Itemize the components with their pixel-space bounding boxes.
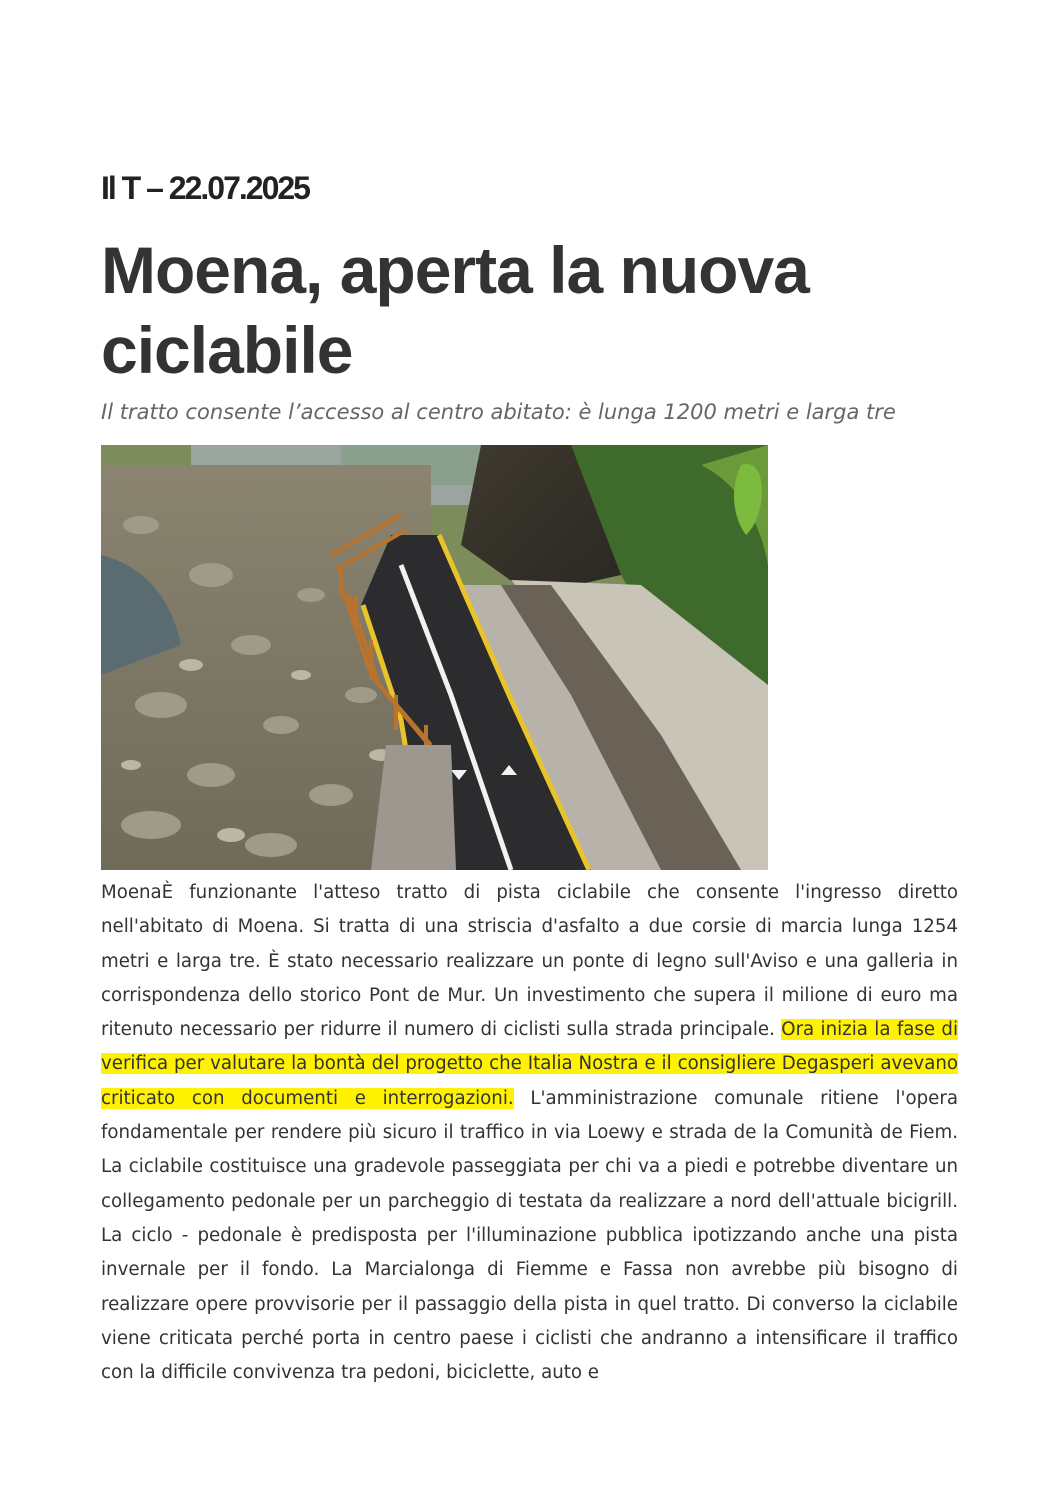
subtitle: Il tratto consente l’accesso al centro abitato: è lunga 1200 metri e larga tre bbox=[101, 400, 896, 424]
body-text-start: MoenaÈ funzionante l'atteso tratto di pista ciclabile che consente l'ingresso diretto nell'abitato di Moena. Si tratta di una striscia d'asfalto a due corsie di marcia lunga 1254 metri e larga tre. È stato necessario realizzare un ponte di legno sull'Aviso e una galleria in corrispondenza dello storico Pont de Mur. Un investimento che supera il milione di euro ma ritenuto necessario per ridurre il numero di ciclisti sulla strada principale. bbox=[101, 882, 958, 1041]
cycle-path-photo bbox=[101, 445, 768, 870]
source-date: Il T – 22.07.2025 bbox=[101, 170, 309, 206]
body-text-end: L'amministrazione comunale ritiene l'opera fondamentale per rendere più sicuro il traffico in via Loewy e strada de la Comunità de Fiem. La ciclabile costituisce una gradevole passeggiata per chi va a piedi e potrebbe diventare un collegamento pedonale per un parcheggio di testata da realizzare a nord dell'attuale bicigrill. La ciclo - pedonale è predisposta per l'illuminazione pubblica ipotizzando anche una pista invernale per il fondo. La Marcialonga di Fiemme e Fassa non avrebbe più bisogno di realizzare opere provvisorie per il passaggio della pista in quel tratto. Di converso la ciclabile viene criticata perché porta in centro paese i ciclisti che andranno a intensificare il traffico con la difficile convivenza tra pedoni, biciclette, auto e bbox=[101, 1087, 958, 1384]
highlighted-text: Ora inizia la fase di verifica per valutare la bontà del progetto che Italia Nostra e il consigliere Degasperi avevano criticato con documenti e interrogazioni. bbox=[101, 1019, 959, 1109]
headline: Moena, aperta la nuova ciclabile bbox=[101, 233, 809, 387]
article-body bbox=[101, 876, 958, 1390]
concrete-curb bbox=[371, 745, 456, 870]
